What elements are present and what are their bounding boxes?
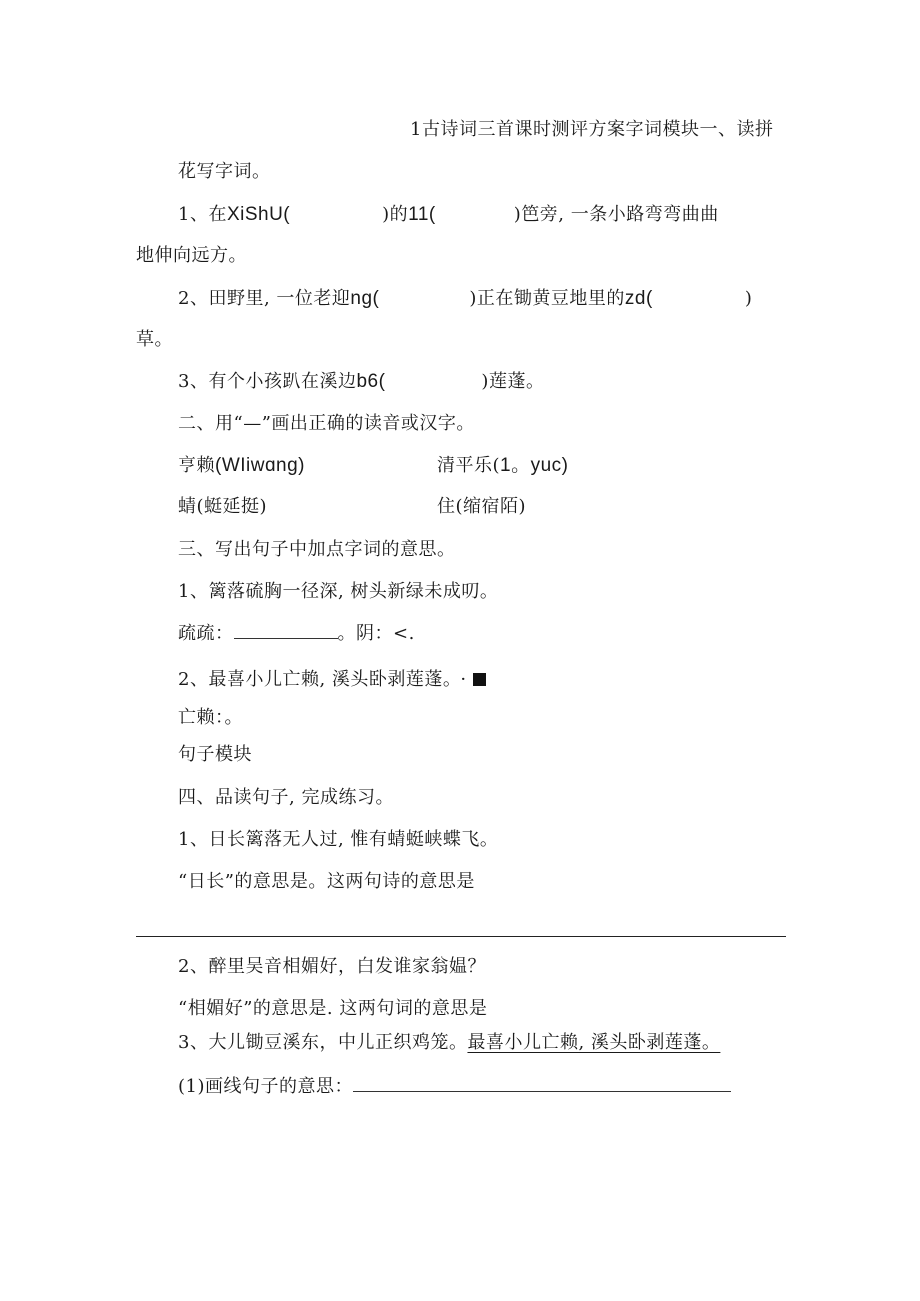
worksheet-title: 1古诗词三首课时测评方案字词模块一、读拼 bbox=[410, 119, 774, 140]
underlined-sentence: 最喜小儿亡赖, 溪头卧剥莲蓬。 bbox=[467, 1032, 721, 1053]
title-continuation: 花写字词。 bbox=[178, 161, 271, 182]
answer-3-2: 亡赖：。 bbox=[178, 707, 243, 728]
square-mark-icon bbox=[473, 673, 486, 686]
sentence-3-1: 1、篱落硫胸一径深, 树头新绿未成叨。 bbox=[178, 581, 499, 602]
answer-blank-long[interactable] bbox=[353, 1091, 731, 1092]
poem-question-3: (1)画线句子的意思： bbox=[178, 1075, 731, 1099]
pinyin-li: 11( bbox=[408, 204, 436, 225]
pinyin-weng: ng( bbox=[350, 288, 380, 309]
question-3: 3、有个小孩趴在溪边b6( )莲蓬。 bbox=[178, 371, 545, 392]
question-2-cont: 草。 bbox=[136, 329, 173, 350]
question-1: 1、在XiShU( )的11( )笆旁, 一条小路弯弯曲曲 bbox=[178, 204, 719, 225]
poem-line-1: 1、日长篱落无人过, 惟有蜻蜓峡蝶飞。 bbox=[178, 829, 499, 850]
question-2: 2、田野里, 一位老迎ng( )正在锄黄豆地里的zd( ) bbox=[178, 288, 753, 309]
section-3-heading: 三、写出句子中加点字词的意思。 bbox=[178, 539, 456, 560]
sentence-3-2: 2、最喜小儿亡赖, 溪头卧剥莲蓬。 · bbox=[178, 668, 486, 692]
poem-question-1: “日长”的意思是。这两句诗的意思是 bbox=[178, 871, 475, 892]
choice-item-2: 清平乐(1。yuc) bbox=[437, 455, 569, 476]
pinyin-xishu: XiShU( bbox=[226, 204, 291, 225]
choice-item-4: 住(缩宿陌) bbox=[437, 496, 527, 517]
answer-3-1: 疏疏： 。阴：<. bbox=[178, 623, 415, 644]
choice-item-3: 蜻(蜓延挺) bbox=[178, 496, 268, 517]
poem-line-3: 3、大儿锄豆溪东，中儿正织鸡笼。最喜小儿亡赖, 溪头卧剥莲蓬。 bbox=[178, 1032, 721, 1053]
poem-question-2: “相媚好”的意思是. 这两句词的意思是 bbox=[178, 998, 488, 1019]
question-1-cont: 地伸向远方。 bbox=[136, 245, 247, 266]
section-2-heading: 二、用“—”画出正确的读音或汉字。 bbox=[178, 413, 475, 434]
module-heading: 句子模块 bbox=[178, 744, 252, 765]
poem-line-2: 2、醉里吴音相媚好，白发谁家翁媪？ bbox=[178, 956, 486, 977]
answer-blank[interactable] bbox=[234, 638, 338, 639]
pinyin-bo: b6( bbox=[356, 371, 386, 392]
pinyin-za: zd( bbox=[624, 288, 653, 309]
section-4-heading: 四、品读句子, 完成练习。 bbox=[178, 787, 394, 808]
answer-rule-line[interactable] bbox=[136, 936, 786, 937]
choice-item-1: 亨赖(WIiwɑng) bbox=[178, 455, 306, 476]
